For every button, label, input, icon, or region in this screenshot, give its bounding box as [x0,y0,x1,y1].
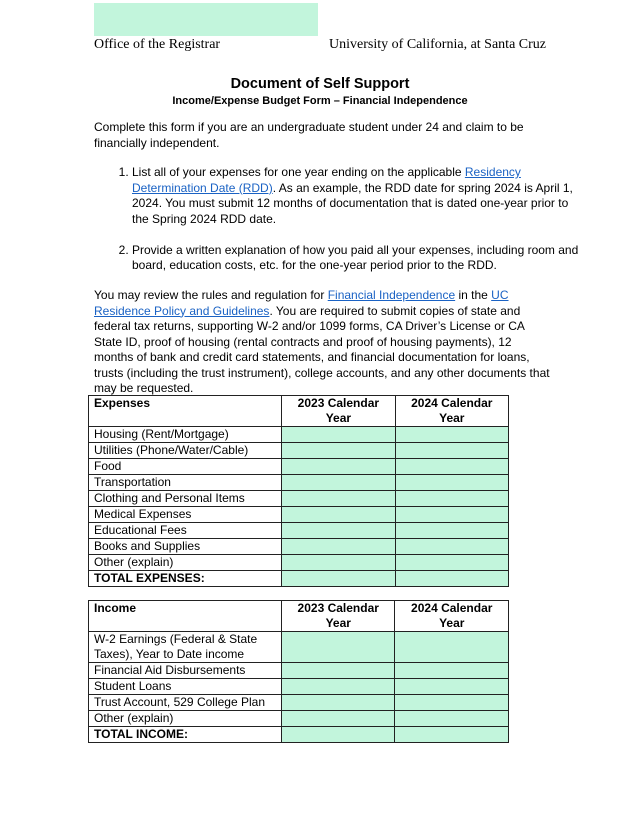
input-cell-2024[interactable] [395,427,508,443]
year-2023-header: 2023 Calendar Year [282,601,395,632]
document-subtitle: Income/Expense Budget Form – Financial Independence [172,95,468,107]
document-title: Document of Self Support [230,76,410,92]
input-cell-2024[interactable] [395,507,508,523]
input-cell-2024[interactable] [395,539,508,555]
income-header: Income [89,601,282,632]
instruction-item-2: 2. Provide a written explanation of how you paid all your expenses, including room and board, education costs, etc. for the one-year period prior to the RDD. [132,243,588,274]
input-cell-2024[interactable] [395,475,508,491]
input-cell-2024[interactable] [395,663,509,679]
input-cell-2024[interactable] [395,679,509,695]
input-cell-2023[interactable] [282,695,395,711]
table-row: Clothing and Personal Items [89,491,509,507]
input-cell-2023[interactable] [282,523,395,539]
header-office: Office of the Registrar [94,37,221,52]
input-cell-2023[interactable] [282,427,395,443]
input-cell-2023[interactable] [282,507,395,523]
rules-paragraph: You may review the rules and regulation for Financial Independence in the UC Residence Policy and Guidelines. You are required to submit copies of state and federal tax returns, supporting W-2 and/or 1099 forms, CA Driver’s License or CA State ID, proof of housing (rental contracts and proof of housing payments), 12 months of bank and credit card statements, and financial documentation for loans, trusts (including the trust instrument), college accounts, and any other documents that may be requested. [94,288,550,395]
input-cell-2024[interactable] [395,491,508,507]
input-cell-2024[interactable] [395,459,508,475]
rdd-link[interactable]: Residency Determination Date (RDD) [132,165,521,195]
input-cell-2023[interactable] [282,539,395,555]
total-cell-2023[interactable] [282,727,395,743]
total-income-label: TOTAL INCOME: [89,727,282,743]
table-row: Food [89,459,509,475]
input-cell-2024[interactable] [395,555,508,571]
total-cell-2023[interactable] [282,571,395,587]
table-row: Transportation [89,475,509,491]
input-cell-2024[interactable] [395,711,509,727]
income-table [88,600,509,743]
input-cell-2024[interactable] [395,523,508,539]
input-cell-2024[interactable] [395,695,509,711]
input-cell-2023[interactable] [282,443,395,459]
input-cell-2024[interactable] [395,632,509,663]
table-header-row [89,601,509,632]
year-2023-header: 2023 Calendar Year [282,396,395,427]
table-row: Financial Aid Disbursements [89,663,509,679]
input-cell-2023[interactable] [282,679,395,695]
input-cell-2023[interactable] [282,459,395,475]
total-row [89,571,509,587]
total-row [89,727,509,743]
expenses-table [88,395,509,587]
input-cell-2023[interactable] [282,711,395,727]
input-cell-2023[interactable] [282,491,395,507]
table-row: Books and Supplies [89,539,509,555]
table-row: Other (explain) [89,555,509,571]
header-university: University of California, at Santa Cruz [329,37,546,52]
input-cell-2023[interactable] [282,663,395,679]
input-cell-2023[interactable] [282,555,395,571]
total-expenses-label: TOTAL EXPENSES: [89,571,282,587]
intro-paragraph: Complete this form if you are an undergraduate student under 24 and claim to be financially independent. [94,120,524,150]
instruction-item-1: 1. List all of your expenses for one year ending on the applicable Residency Determination Date (RDD). As an example, the RDD date for spring 2024 is April 1, 2024. You must submit 12 months of documentation that is dated one-year prior to the Spring 2024 RDD date. [132,165,588,227]
financial-independence-link[interactable]: Financial Independence [327,288,456,302]
table-row: Educational Fees [89,523,509,539]
year-2024-header: 2024 Calendar Year [395,396,508,427]
total-cell-2024[interactable] [395,571,508,587]
input-cell-2024[interactable] [395,443,508,459]
input-cell-2023[interactable] [282,632,395,663]
table-row: Student Loans [89,679,509,695]
table-header-row [89,396,509,427]
table-row: Other (explain) [89,711,509,727]
total-cell-2024[interactable] [395,727,509,743]
instructions-list [94,165,588,289]
table-row: Utilities (Phone/Water/Cable) [89,443,509,459]
uc-residence-policy-link[interactable]: UC Residence Policy and Guidelines [94,288,509,318]
expenses-header: Expenses [89,396,282,427]
year-2024-header: 2024 Calendar Year [395,601,509,632]
table-row: W-2 Earnings (Federal & State Taxes), Year to Date income [89,632,509,663]
input-cell-2023[interactable] [282,475,395,491]
highlight-box [94,3,318,36]
table-row: Medical Expenses [89,507,509,523]
table-row: Housing (Rent/Mortgage) [89,427,509,443]
table-row: Trust Account, 529 College Plan [89,695,509,711]
